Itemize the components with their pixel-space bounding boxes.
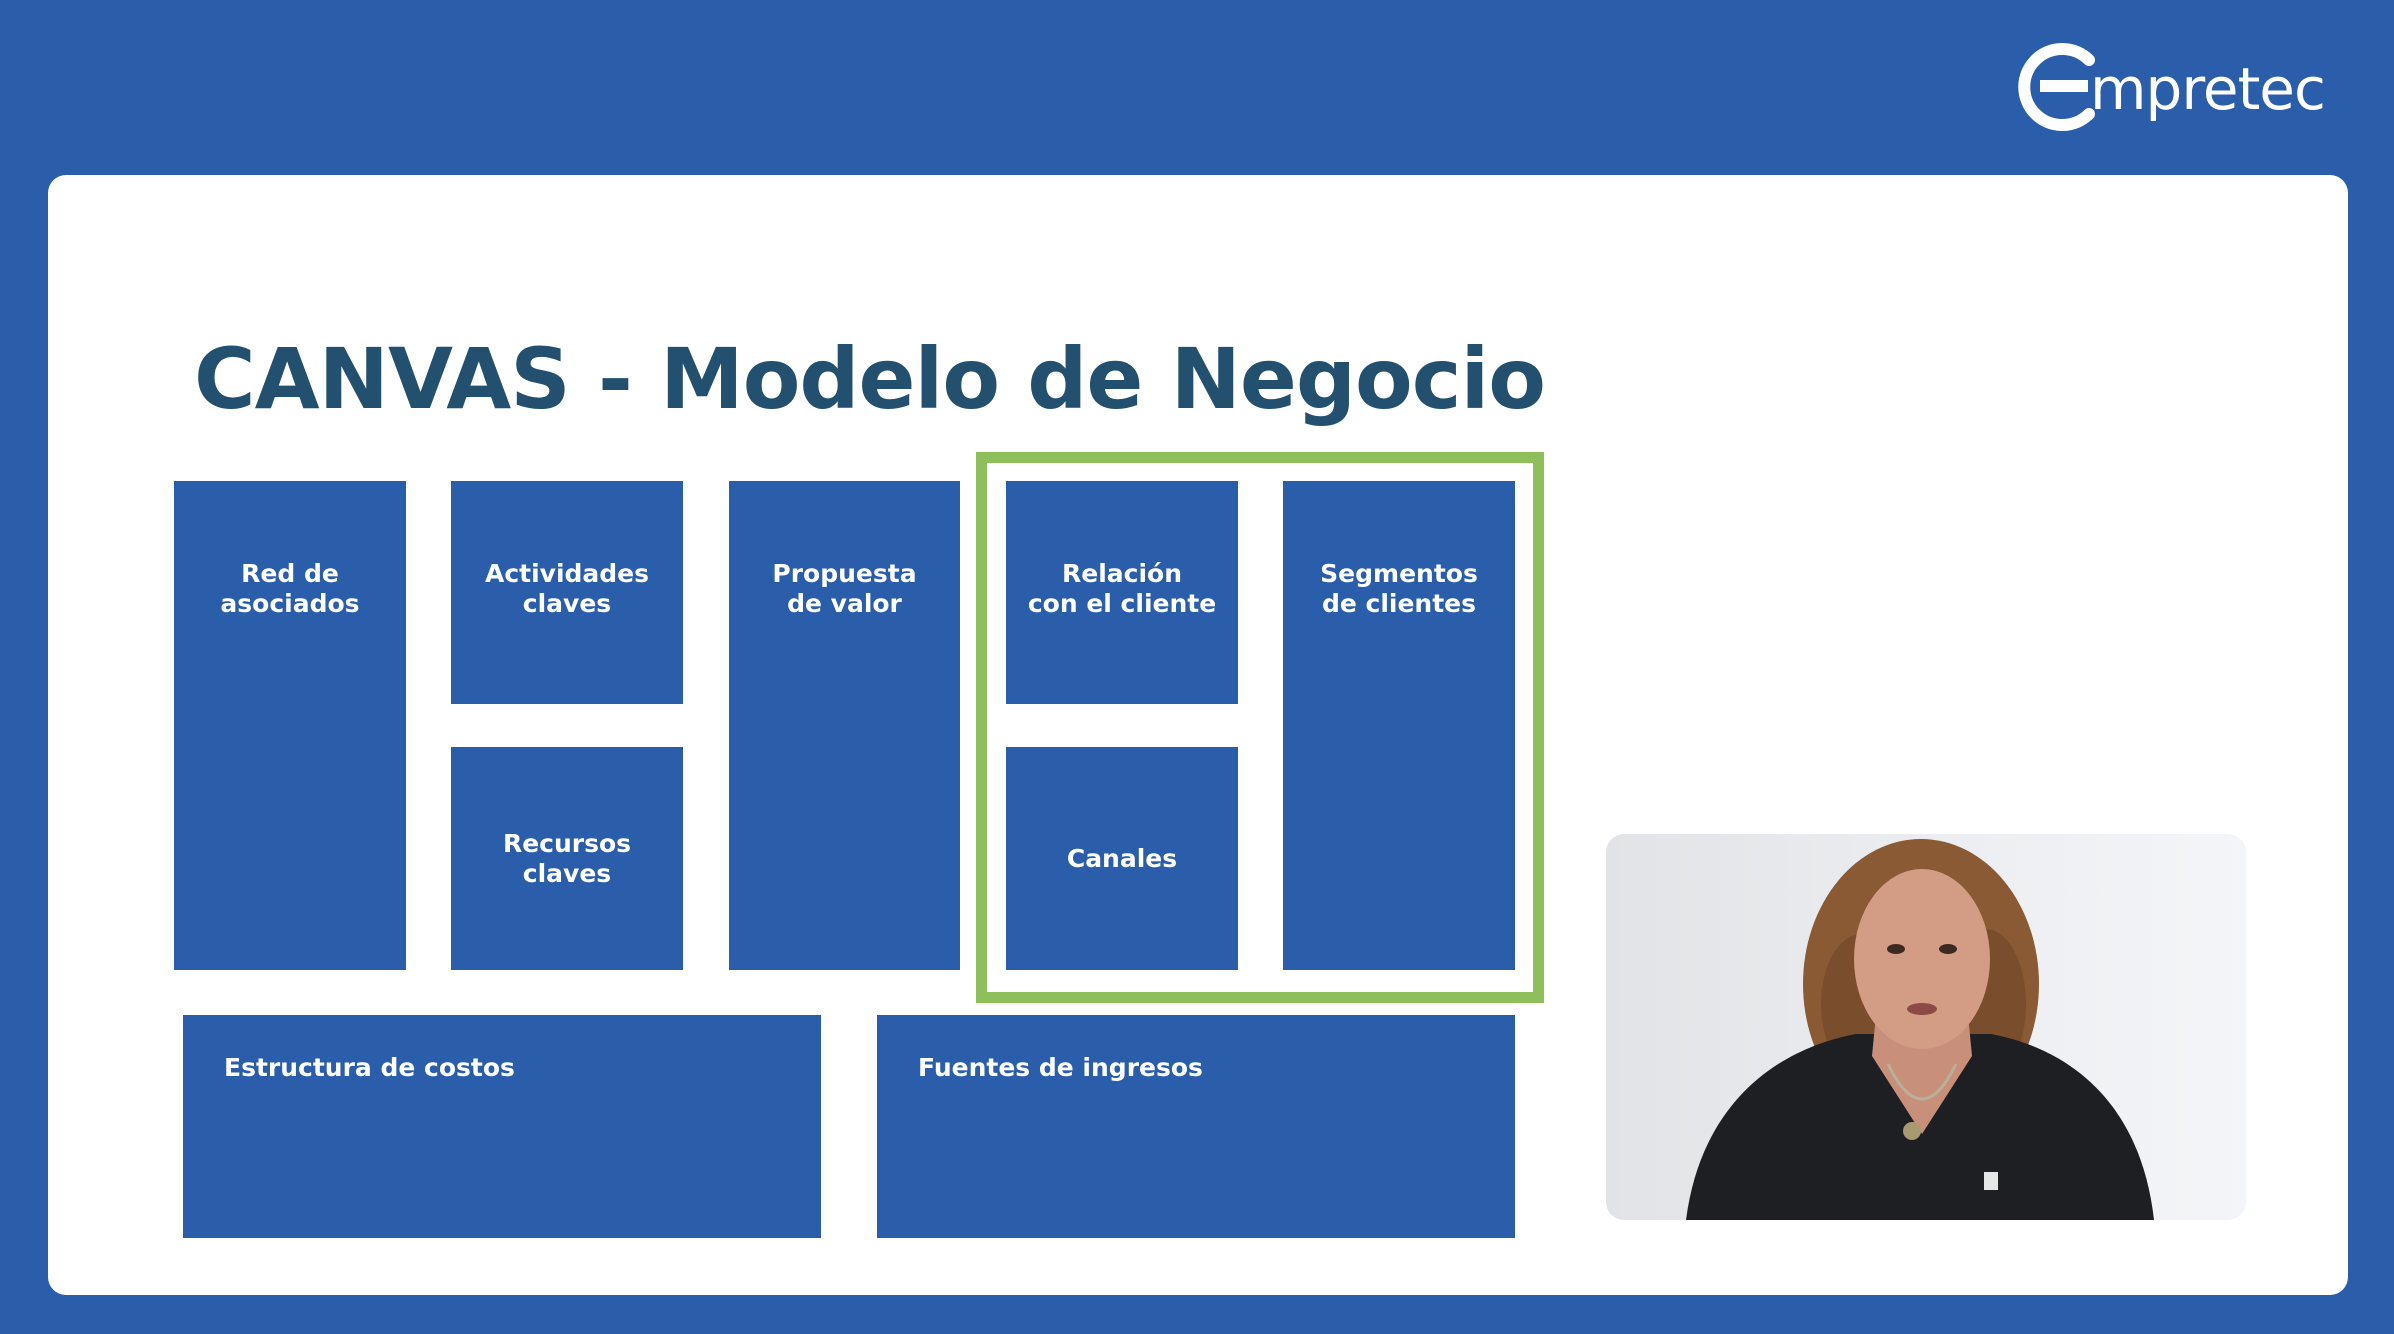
block-customer-segments: [1283, 481, 1515, 970]
block-partners-label: Red de asociados: [220, 559, 360, 618]
block-activities-label: Actividades claves: [484, 559, 650, 618]
block-resources-label: Recursos claves: [502, 828, 632, 888]
presenter-video: [1606, 834, 2246, 1220]
block-customer-relationship-label: Relación con el cliente: [1027, 559, 1217, 618]
block-value-proposition: [729, 481, 960, 970]
block-activities: [451, 481, 683, 704]
block-resources: [451, 747, 683, 970]
block-cost-structure-label: Estructura de costos: [224, 1053, 515, 1082]
block-revenue-streams-label: Fuentes de ingresos: [918, 1053, 1203, 1082]
block-customer-relationship: [1006, 481, 1238, 704]
slide-title: CANVAS - Modelo de Negocio: [194, 330, 1546, 428]
block-channels: [1006, 747, 1238, 970]
logo-text: mpretec: [2090, 55, 2325, 123]
presenter-video-icon: [1606, 834, 2246, 1220]
block-channels-label: Canales: [1066, 843, 1178, 873]
block-revenue-streams: [877, 1015, 1515, 1238]
block-customer-segments-label: Segmentos de clientes: [1320, 559, 1478, 618]
block-partners: [174, 481, 406, 970]
block-cost-structure: [183, 1015, 821, 1238]
empretec-logo: [2014, 42, 2344, 132]
block-value-proposition-label: Propuesta de valor: [772, 559, 917, 618]
